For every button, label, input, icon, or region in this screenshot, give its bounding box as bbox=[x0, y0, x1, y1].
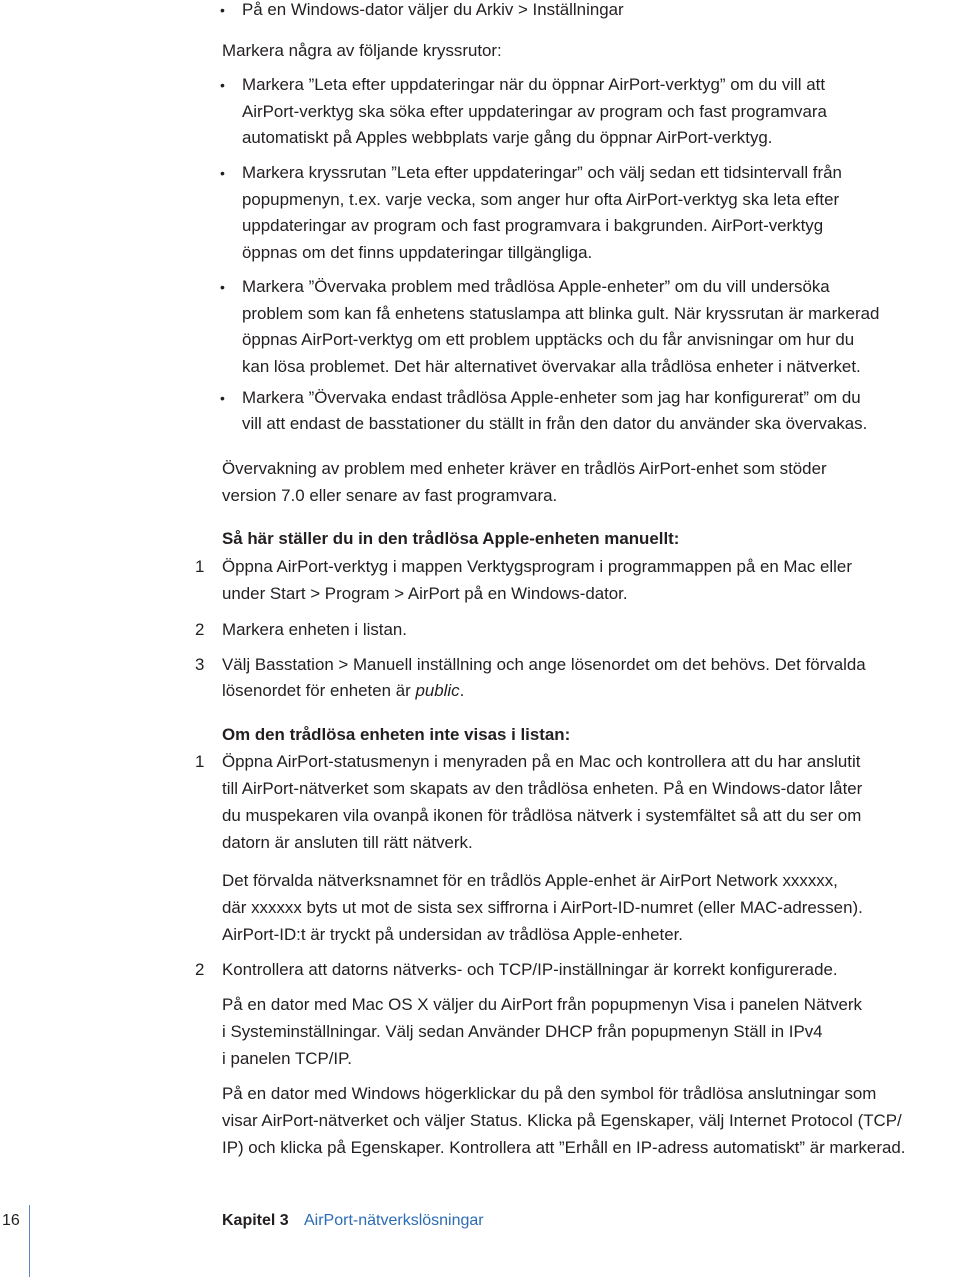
bullet-3-line-3: öppnas AirPort-verktyg om ett problem upptäcks och du får anvisningar om hur du bbox=[242, 330, 855, 349]
checkbox-intro: Markera några av följande kryssrutor: bbox=[222, 41, 502, 60]
s1-step-1-line-2: under Start > Program > AirPort på en Windows-dator. bbox=[222, 584, 628, 603]
s1-step-3-text: lösenordet för enheten är bbox=[222, 681, 416, 700]
page-number: 16 bbox=[2, 1212, 20, 1229]
bullet-1-line-3: automatiskt på Apples webbplats varje gång du öppnar AirPort-verktyg. bbox=[242, 128, 773, 147]
win-para-line-2: visar AirPort-nätverket och väljer Status. Klicka på Egenskaper, välj Internet Protocol (TCP/ bbox=[222, 1111, 902, 1130]
chapter-title: AirPort-nätverkslösningar bbox=[304, 1212, 484, 1229]
win-para-line-1: På en dator med Windows högerklickar du på den symbol för trådlösa anslutningar som bbox=[222, 1084, 877, 1103]
step-number: 3 bbox=[195, 655, 205, 674]
bullet-2-line-2: popupmenyn, t.ex. varje vecka, som anger hur ofta AirPort-verktyg ska leta efter bbox=[242, 190, 840, 209]
bullet-marker: • bbox=[220, 77, 225, 93]
bullet-3-line-1: Markera ”Övervaka problem med trådlösa Apple-enheter” om du vill undersöka bbox=[242, 277, 830, 296]
bullet-3-line-2: problem som kan få enhetens statuslampa att blinka gult. När kryssrutan är markerad bbox=[242, 304, 880, 323]
mac-para-line-3: i panelen TCP/IP. bbox=[222, 1049, 352, 1068]
bullet-3-line-4: kan lösa problemet. Det här alternativet övervakar alla trådlösa enheter i nätverket. bbox=[242, 357, 861, 376]
footer-divider bbox=[29, 1205, 30, 1277]
s1-step-1-line-1: Öppna AirPort-verktyg i mappen Verktygsprogram i programmappen på en Mac eller bbox=[222, 557, 852, 576]
s2-step-1-line-2: till AirPort-nätverket som skapats av den trådlösa enheten. På en Windows-dator låter bbox=[222, 779, 863, 798]
win-para-line-3: IP) och klicka på Egenskaper. Kontrollera att ”Erhåll en IP-adress automatiskt” är markerad. bbox=[222, 1138, 906, 1157]
s1-step-3-line-1: Välj Basstation > Manuell inställning och ange lösenordet om det behövs. Det förvalda bbox=[222, 655, 866, 674]
monitoring-note-line-1: Övervakning av problem med enheter kräver en trådlös AirPort-enhet som stöder bbox=[222, 459, 827, 478]
network-name-line-1: Det förvalda nätverksnamnet för en trådlös Apple-enhet är AirPort Network xxxxxx, bbox=[222, 871, 838, 890]
mac-para-line-2: i Systeminställningar. Välj sedan Använder DHCP från popupmenyn Ställ in IPv4 bbox=[222, 1022, 823, 1041]
network-name-line-3: AirPort-ID:t är tryckt på undersidan av trådlösa Apple-enheter. bbox=[222, 925, 683, 944]
default-password: public bbox=[415, 681, 460, 700]
bullet-4-line-2: vill att endast de basstationer du ställt in från den dator du använder ska övervakas. bbox=[242, 414, 868, 433]
s1-step-2-line-1: Markera enheten i listan. bbox=[222, 620, 407, 639]
section-1-heading: Så här ställer du in den trådlösa Apple-enheten manuellt: bbox=[222, 529, 680, 548]
mac-para-line-1: På en dator med Mac OS X väljer du AirPort från popupmenyn Visa i panelen Nätverk bbox=[222, 995, 862, 1014]
step-number: 2 bbox=[195, 960, 205, 979]
bullet-marker: • bbox=[220, 279, 225, 295]
bullet-1-line-1: Markera ”Leta efter uppdateringar när du öppnar AirPort-verktyg” om du vill att bbox=[242, 75, 826, 94]
bullet-4-line-1: Markera ”Övervaka endast trådlösa Apple-enheter som jag har konfigurerat” om du bbox=[242, 388, 861, 407]
s2-step-1-line-3: du muspekaren vila ovanpå ikonen för trådlösa nätverk i systemfältet så att du ser om bbox=[222, 806, 862, 825]
bullet-marker: • bbox=[220, 165, 225, 181]
bullet-2-line-3: uppdateringar av program och fast programvara i bakgrunden. AirPort-verktyg bbox=[242, 216, 824, 235]
s1-step-3-line-2 bbox=[222, 681, 464, 701]
bullet-1-line-2: AirPort-verktyg ska söka efter uppdateringar av program och fast programvara bbox=[242, 102, 827, 121]
bullet-2-line-1: Markera kryssrutan ”Leta efter uppdateringar” och välj sedan ett tidsintervall från bbox=[242, 163, 842, 182]
bullet-marker: • bbox=[220, 2, 225, 18]
chapter-label: Kapitel 3 bbox=[222, 1212, 289, 1229]
s1-step-3-period: . bbox=[459, 681, 465, 700]
s2-step-1-line-1: Öppna AirPort-statusmenyn i menyraden på en Mac och kontrollera att du har anslutit bbox=[222, 752, 861, 771]
bullet-marker: • bbox=[220, 390, 225, 406]
monitoring-note-line-2: version 7.0 eller senare av fast programvara. bbox=[222, 486, 558, 505]
top-bullet-text: På en Windows-dator väljer du Arkiv > Inställningar bbox=[242, 0, 624, 19]
network-name-line-2: där xxxxxx byts ut mot de sista sex siffrorna i AirPort-ID-numret (eller MAC-adressen). bbox=[222, 898, 863, 917]
step-number: 1 bbox=[195, 557, 205, 576]
s2-step-2-line-1: Kontrollera att datorns nätverks- och TCP/IP-inställningar är korrekt konfigurerade. bbox=[222, 960, 838, 979]
bullet-2-line-4: öppnas om det finns uppdateringar tillgängliga. bbox=[242, 243, 593, 262]
s2-step-1-line-4: datorn är ansluten till rätt nätverk. bbox=[222, 833, 473, 852]
step-number: 1 bbox=[195, 752, 205, 771]
section-2-heading: Om den trådlösa enheten inte visas i listan: bbox=[222, 725, 571, 744]
step-number: 2 bbox=[195, 620, 205, 639]
